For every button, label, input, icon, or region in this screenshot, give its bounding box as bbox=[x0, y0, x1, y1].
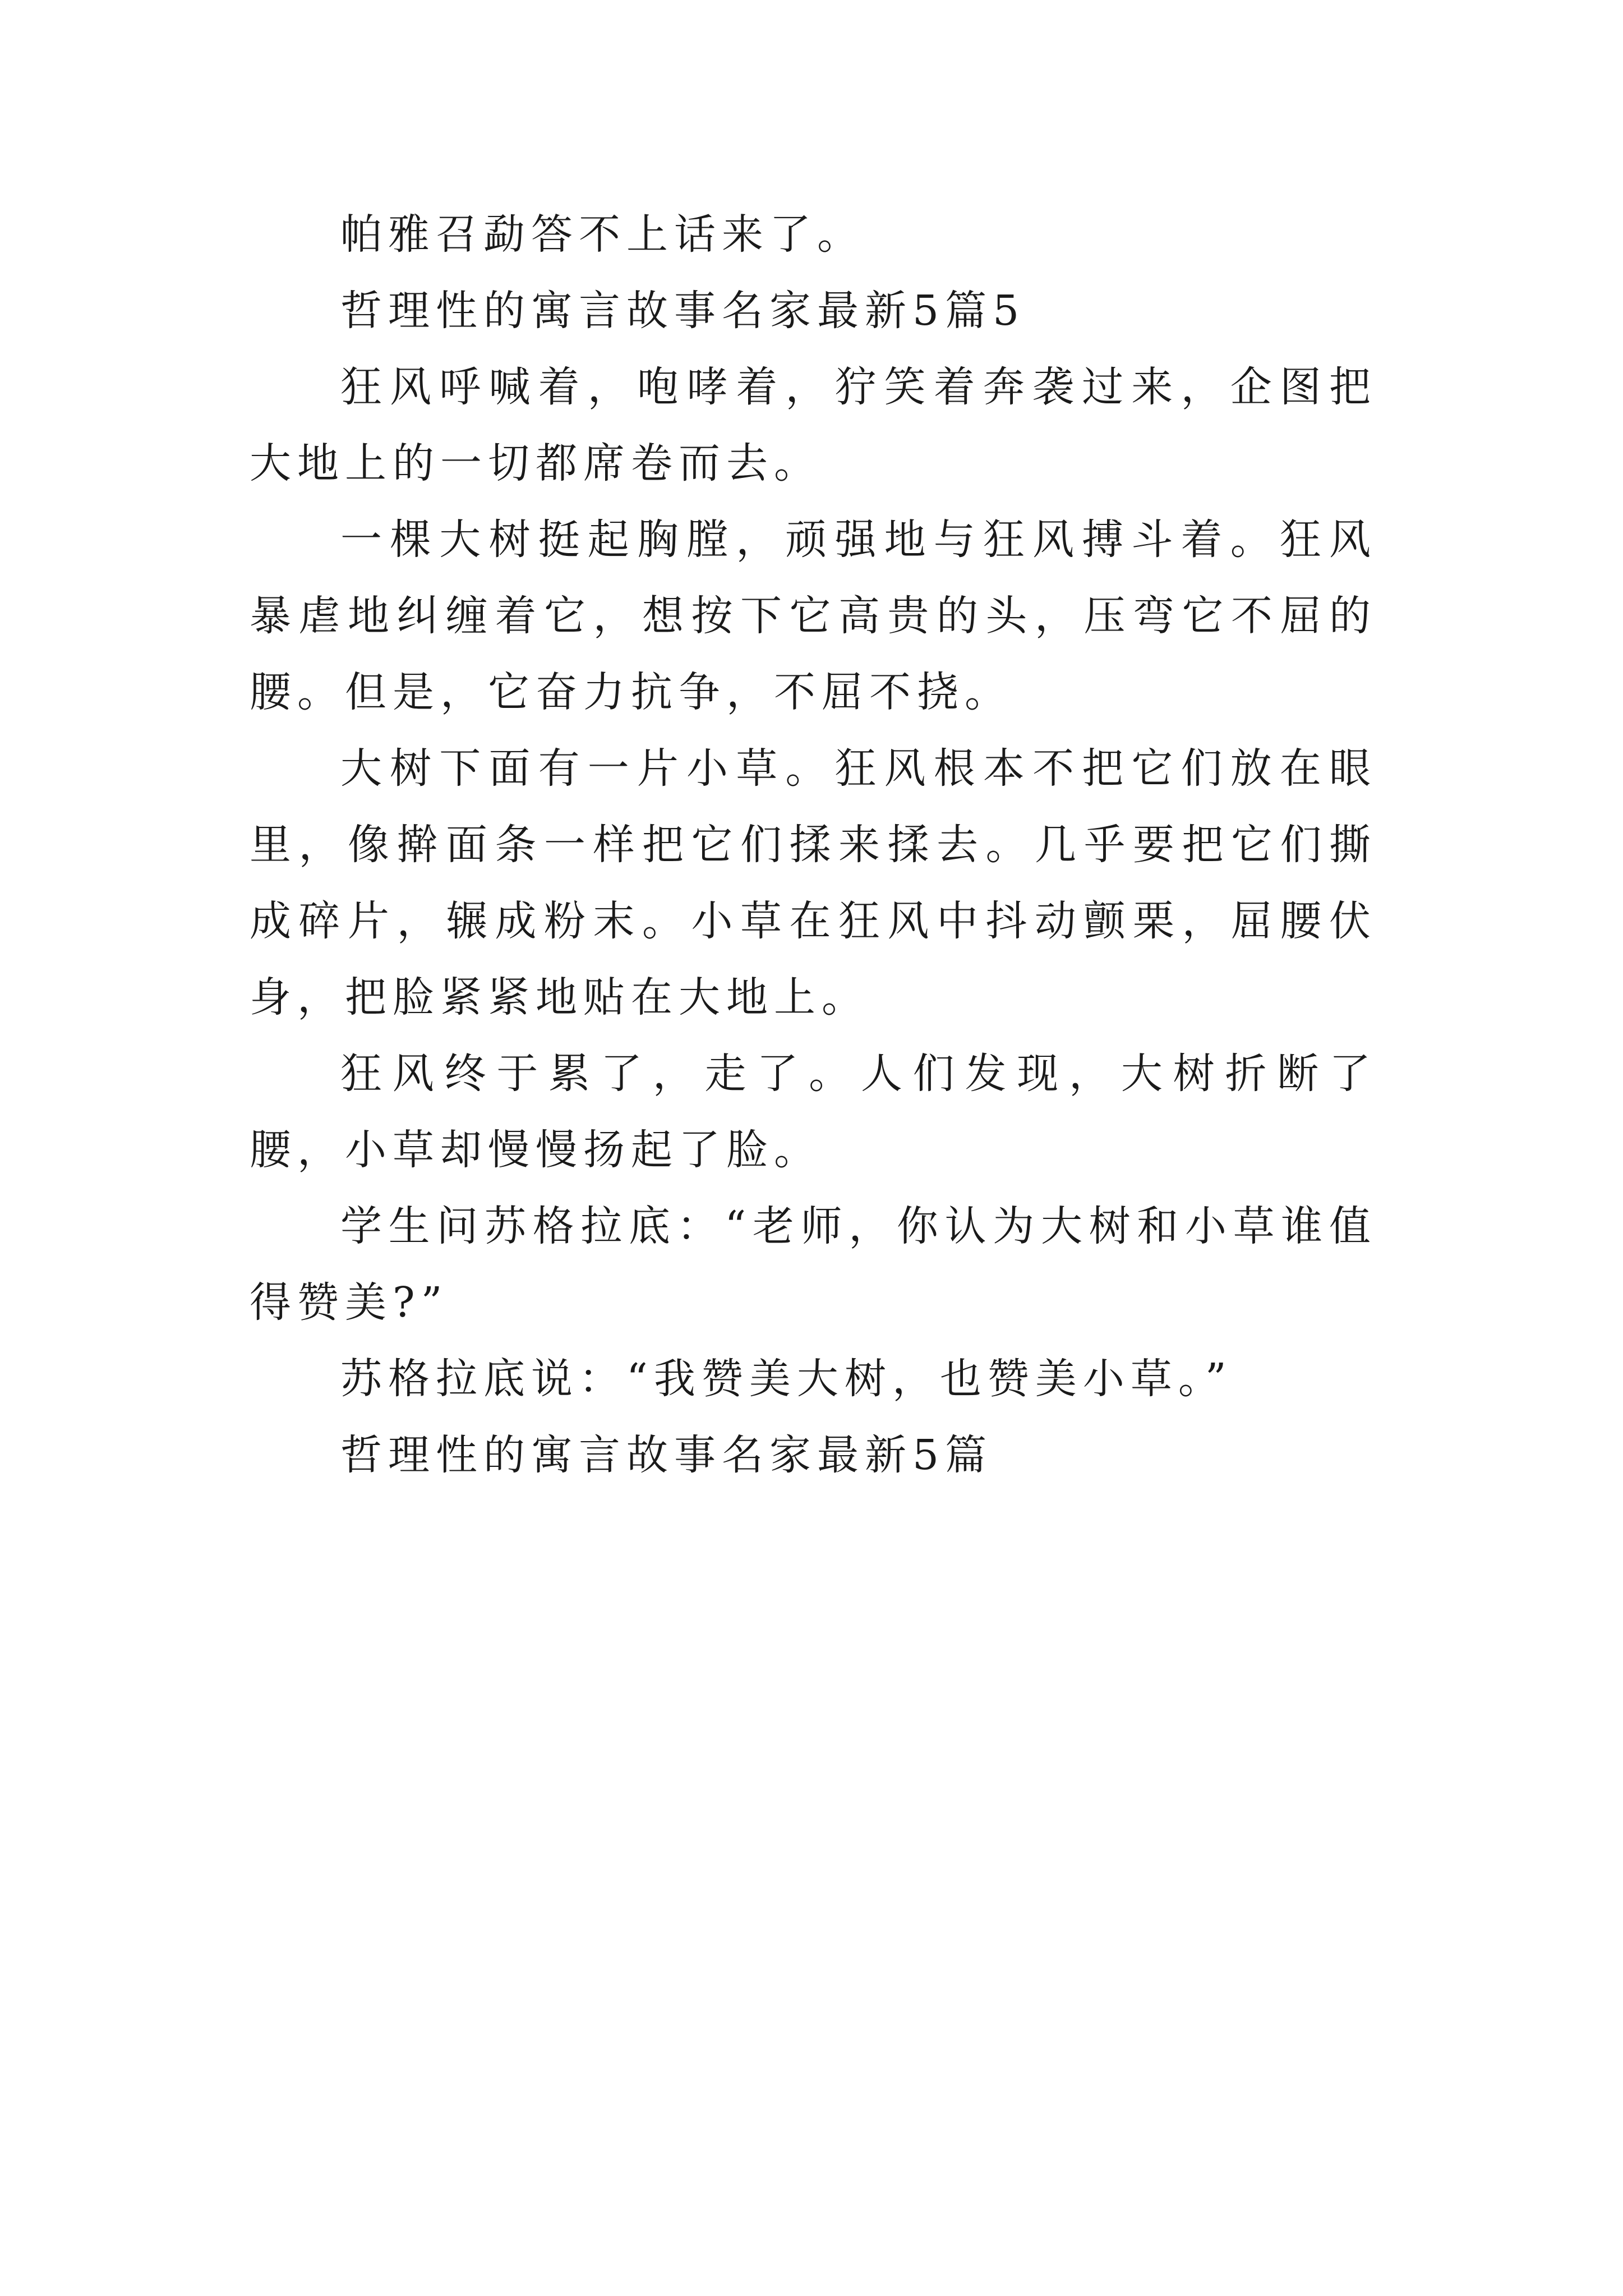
closing-title: 哲理性的寓言故事名家最新5篇 bbox=[340, 1431, 993, 1479]
paragraph-student-question: 学生问苏格拉底：“老师，你认为大树和小草谁值得赞美?” bbox=[250, 1202, 1377, 1327]
section-heading-5: 哲理性的寓言故事名家最新5篇5 bbox=[340, 287, 1026, 335]
paragraph-socrates-answer: 苏格拉底说：“我赞美大树，也赞美小草。” bbox=[340, 1355, 1233, 1403]
paragraph-grass-bends: 大树下面有一片小草。狂风根本不把它们放在眼里，像擀面条一样把它们揉来揉去。几乎要把它们撕成碎片，辗成粉末。小草在狂风中抖动颤栗，屈腰伏身，把脸紧紧地贴在大地上。 bbox=[250, 744, 1377, 1022]
paragraph-wind-leaves: 狂风终于累了，走了。人们发现，大树折断了腰，小草却慢慢扬起了脸。 bbox=[250, 1050, 1377, 1174]
document-body bbox=[250, 196, 1377, 1493]
paragraph-answer-failed: 帕雅召勐答不上话来了。 bbox=[340, 210, 865, 259]
paragraph-wind-arrives: 狂风呼喊着，咆哮着，狞笑着奔袭过来，企图把大地上的一切都席卷而去。 bbox=[250, 363, 1377, 487]
paragraph-tree-fights: 一棵大树挺起胸膛，顽强地与狂风搏斗着。狂风暴虐地纠缠着它，想按下它高贵的头，压弯它不屈的腰。但是，它奋力抗争，不屈不挠。 bbox=[250, 516, 1377, 716]
